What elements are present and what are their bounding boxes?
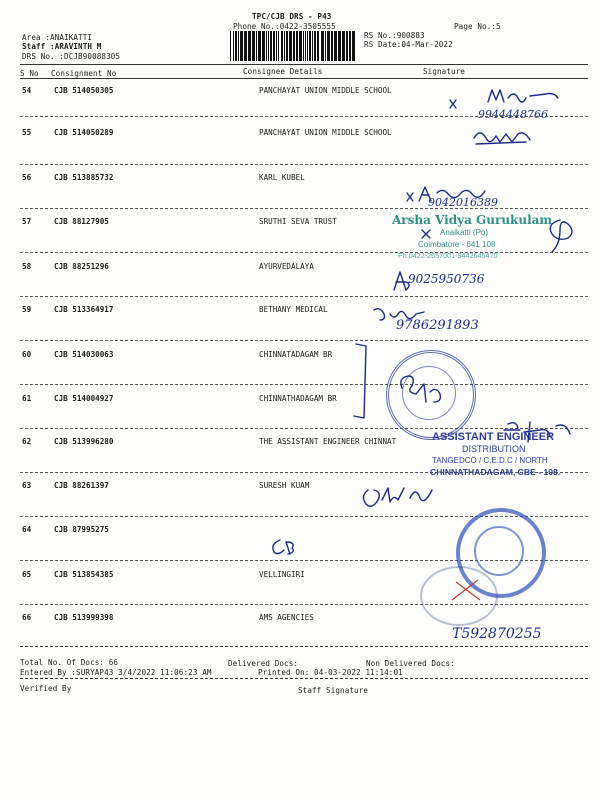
barcode-bar — [296, 31, 298, 61]
handwritten-phone-58: 9025950736 — [408, 272, 485, 286]
non-delivered-docs: Non Delivered Docs: — [366, 659, 455, 668]
row-consignment: CJB 513854385 — [54, 570, 114, 579]
row-consignee: PANCHAYAT UNION MIDDLE SCHOOL — [259, 128, 392, 137]
row-consignee: THE ASSISTANT ENGINEER CHINNAT — [259, 437, 397, 446]
row-sno: 54 — [22, 86, 32, 95]
rs-date: RS Date:04-Mar-2022 — [364, 40, 453, 49]
verified-by: Verified By — [20, 684, 72, 693]
row-divider — [20, 164, 588, 165]
barcode-bar — [230, 31, 231, 61]
rs-number: RS No.:900883 — [364, 31, 425, 40]
barcode-bar — [307, 31, 308, 61]
table-row — [0, 305, 600, 317]
row-sno: 55 — [22, 128, 32, 137]
table-row — [0, 613, 600, 625]
row-sno: 58 — [22, 262, 32, 271]
barcode-bar — [233, 31, 234, 61]
table-row — [0, 350, 600, 362]
row-sno: 60 — [22, 350, 32, 359]
barcode-bar — [305, 31, 306, 61]
row-consignee: AYURVEDALAYA — [259, 262, 314, 271]
barcode-bar — [240, 31, 243, 61]
row-divider — [20, 384, 588, 385]
ae-stamp-title: ASSISTANT ENGINEER — [432, 431, 555, 443]
col-header-signature: Signature — [423, 67, 466, 76]
row-consignee: VELLINGIRI — [259, 570, 305, 579]
row-sno: 64 — [22, 525, 32, 534]
cross-mark-57 — [420, 228, 434, 240]
row-divider — [20, 604, 588, 605]
barcode-bar — [270, 31, 272, 61]
barcode-bar — [278, 31, 279, 61]
row-sno: 57 — [22, 217, 32, 226]
row-consignment: CJB 513996280 — [54, 437, 114, 446]
barcode-bar — [312, 31, 313, 61]
barcode-bar — [314, 31, 316, 61]
row-consignment: CJB 514050289 — [54, 128, 114, 137]
row-consignee: CHINNATADAGAM BR — [259, 350, 333, 359]
row-consignee: SRUTHI SEVA TRUST — [259, 217, 337, 226]
barcode-bar — [252, 31, 255, 61]
barcode-bar — [321, 31, 324, 61]
header-rule-bottom — [20, 78, 588, 79]
signature-62 — [500, 418, 580, 448]
barcode-bar — [286, 31, 288, 61]
row-consignee: PANCHAYAT UNION MIDDLE SCHOOL — [259, 86, 392, 95]
arsha-stamp-title: Arsha Vidya Gurukulam — [392, 213, 553, 227]
footer-rule-bottom — [20, 678, 588, 679]
col-header-consignee: Consignee Details — [243, 67, 323, 76]
row-sno: 59 — [22, 305, 32, 314]
row-consignment: CJB 513364917 — [54, 305, 114, 314]
row-consignee: KARL KUBEL — [259, 173, 305, 182]
row-consignment: CJB 513999398 — [54, 613, 114, 622]
barcode-bar — [317, 31, 319, 61]
barcode-bar — [266, 31, 267, 61]
row-consignment: CJB 88251296 — [54, 262, 109, 271]
ae-stamp-sub: DISTRIBUTION — [462, 444, 526, 454]
barcode-bar — [289, 31, 292, 61]
barcode-bar — [325, 31, 326, 61]
barcode-bar — [281, 31, 283, 61]
barcode-bar — [346, 31, 348, 61]
row-consignment: CJB 87995275 — [54, 525, 109, 534]
row-divider — [20, 252, 588, 253]
handwritten-phone-54: 9944448766 — [478, 108, 548, 121]
handwritten-phone-66: T592870255 — [452, 626, 542, 642]
barcode-bar — [258, 31, 261, 61]
bracket-60-61 — [350, 340, 372, 422]
barcode-bar — [238, 31, 239, 61]
arsha-stamp-phone: Ph:0422-2657001-9442646470 — [398, 251, 498, 260]
row-consignee: CHINNATHADAGAM BR — [259, 394, 337, 403]
table-row — [0, 481, 600, 493]
ae-stamp-place: CHINNATHADAGAM, CBE - 108. — [430, 467, 561, 477]
page-number: Page No.:5 — [454, 22, 501, 31]
staff-label: Staff :ARAVINTH M — [22, 42, 102, 51]
signature-63 — [358, 480, 448, 514]
entered-by: Entered By :SURYAP43 3/4/2022 11:06:23 AM — [20, 668, 212, 677]
barcode-bar — [342, 31, 345, 61]
row-sno: 63 — [22, 481, 32, 490]
row-sno: 61 — [22, 394, 32, 403]
handwritten-phone-59: 9786291893 — [396, 318, 479, 333]
table-row — [0, 262, 600, 274]
row-sno: 65 — [22, 570, 32, 579]
ae-stamp-org: TANGEDCO / C.E.D.C / NORTH — [432, 456, 548, 465]
barcode-bar — [268, 31, 269, 61]
drs-number: DRS No. :DCJB90088305 — [22, 52, 121, 61]
barcode-bar — [338, 31, 341, 61]
barcode-bar — [352, 31, 355, 61]
printed-on: Printed On: 04-03-2022 11:14:01 — [258, 668, 403, 677]
row-sno: 66 — [22, 613, 32, 622]
barcode-bar — [293, 31, 295, 61]
row-consignment: CJB 88127905 — [54, 217, 109, 226]
row-consignee: SURESH KUAM — [259, 481, 310, 490]
staff-signature: Staff Signature — [298, 686, 369, 695]
row-consignee: BETHANY MEDICAL — [259, 305, 328, 314]
footer-rule-top — [20, 646, 588, 647]
barcode-bar — [299, 31, 302, 61]
row-consignment: CJB 513885732 — [54, 173, 114, 182]
barcode-bar — [244, 31, 247, 61]
phone-number: Phone No.:0422-3505555 — [233, 22, 336, 31]
total-docs: Total No. Of Docs: 66 — [20, 658, 119, 667]
barcode-bar — [334, 31, 337, 61]
row-sno: 62 — [22, 437, 32, 446]
row-consignment: CJB 514050305 — [54, 86, 114, 95]
barcode-bar — [235, 31, 237, 61]
col-header-sno: S No — [20, 69, 39, 78]
barcode-bar — [284, 31, 285, 61]
barcode-bar — [273, 31, 275, 61]
barcode-bar — [331, 31, 333, 61]
signature-55 — [470, 126, 540, 150]
col-header-consignment: Consignment No — [51, 69, 117, 78]
arsha-stamp-city: Coimbatore - 641 108 — [418, 240, 496, 249]
barcode-bar — [303, 31, 304, 61]
area-label: Area :ANAIKATTI — [22, 33, 93, 42]
table-row — [0, 394, 600, 406]
row-consignee: AMS AGENCIES — [259, 613, 314, 622]
barcode-bar — [248, 31, 251, 61]
header-rule-top — [20, 64, 588, 65]
row-sno: 56 — [22, 173, 32, 182]
barcode-bar — [327, 31, 330, 61]
barcode-bar — [256, 31, 257, 61]
barcode-bar — [276, 31, 277, 61]
barcode-bar — [309, 31, 311, 61]
delivered-docs: Delivered Docs: — [228, 659, 299, 668]
signature-65 — [448, 576, 488, 606]
row-consignment: CJB 514004927 — [54, 394, 114, 403]
handwritten-phone-56: 9042016389 — [428, 196, 498, 209]
arsha-stamp-place: Anaikatti (Po) — [440, 228, 489, 237]
signature-57 — [540, 214, 580, 258]
barcode-bar — [349, 31, 351, 61]
signature-64 — [268, 536, 302, 558]
signature-60 — [396, 368, 456, 418]
barcode — [230, 31, 358, 61]
row-divider — [20, 340, 588, 341]
row-consignment: CJB 514030063 — [54, 350, 114, 359]
bank-stamp-inner — [474, 526, 524, 576]
barcode-bar — [262, 31, 265, 61]
row-consignment: CJB 88261397 — [54, 481, 109, 490]
row-divider — [20, 296, 588, 297]
document-title: TPC/CJB DRS - P43 — [252, 12, 332, 21]
